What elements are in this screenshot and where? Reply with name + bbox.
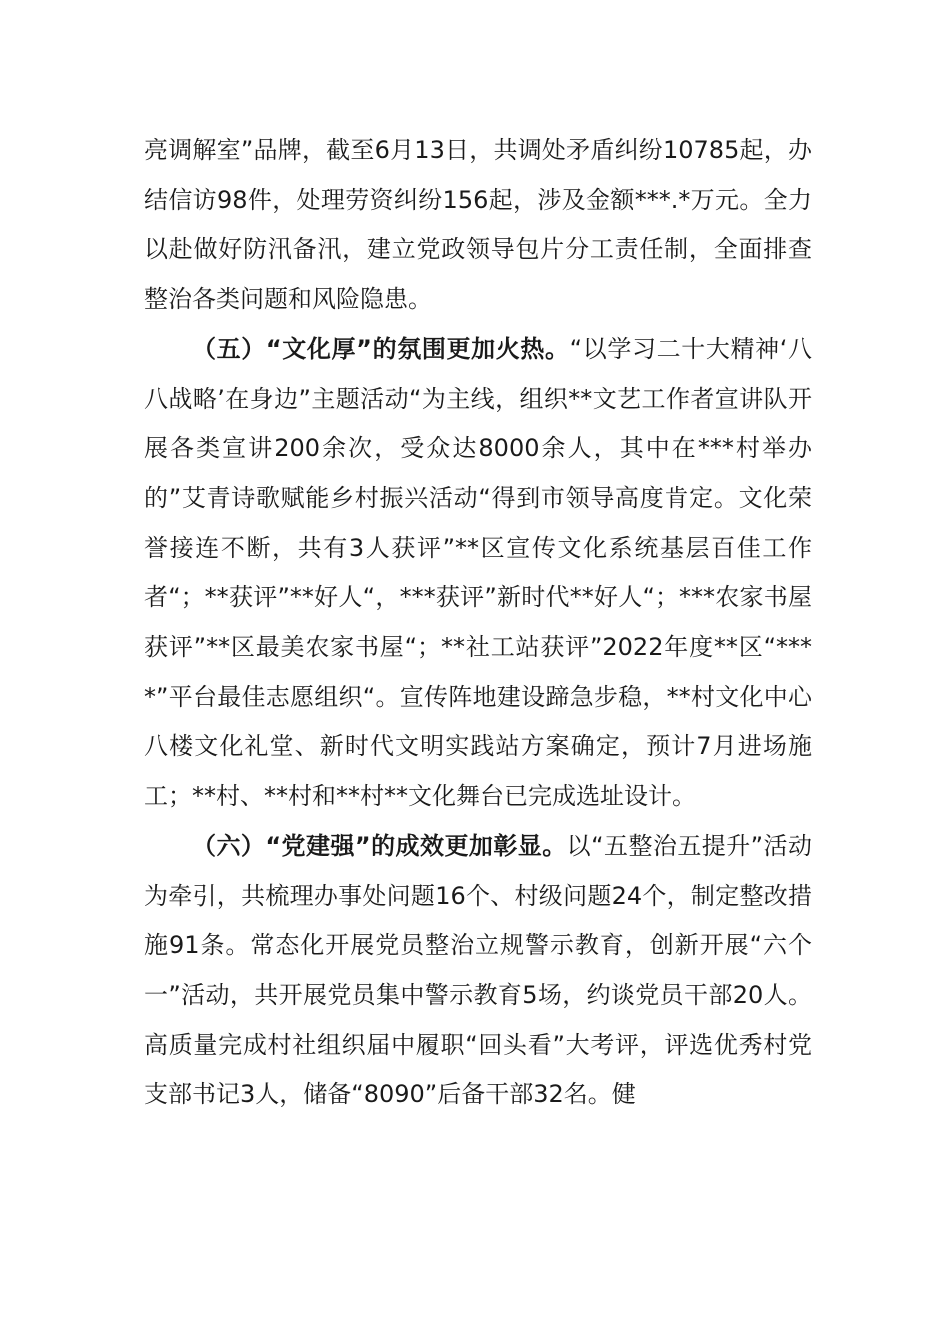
- paragraph-continuation: [144, 126, 812, 325]
- paragraph-party-building: [144, 822, 812, 1120]
- paragraph-culture: [144, 325, 812, 822]
- paragraph-heading: （五）“文化厚”的氛围更加火热。: [192, 334, 570, 363]
- document-body: [144, 126, 812, 1120]
- paragraph-body: “以学习二十大精神‘八八战略’在身边”主题活动“为主线，组织**文艺工作者宣讲队开展各类宣讲200余次，受众达8000余人，其中在***村举办的”艾青诗歌赋能乡村振兴活动“得到市领导高度肯定。文化荣誉接连不断，共有3人获评”**区宣传文化系统基层百佳工作者“；**获评”**好人“，***获评”新时代**好人“；***农家书屋获评”**区最美农家书屋“；**社工站获评”2022年度**区“****”平台最佳志愿组织“。宣传阵地建设蹄急步稳，**村文化中心八楼文化礼堂、新时代文明实践站方案确定，预计7月进场施工；**村、**村和**村**文化舞台已完成选址设计。: [144, 334, 813, 811]
- paragraph-body: 以“五整治五提升”活动为牵引，共梳理办事处问题16个、村级问题24个，制定整改措施91条。常态化开展党员整治立规警示教育，创新开展“六个一”活动，共开展党员集中警示教育5场，约谈党员干部20人。高质量完成村社组织届中履职“回头看”大考评，评选优秀村党支部书记3人，储备“8090”后备干部32名。健: [144, 831, 812, 1109]
- paragraph-body: 亮调解室”品牌，截至6月13日，共调处矛盾纠纷10785起，办结信访98件，处理劳资纠纷156起，涉及金额***.*万元。全力以赴做好防汛备汛，建立党政领导包片分工责任制，全面排查整治各类问题和风险隐患。: [144, 136, 812, 314]
- paragraph-heading: （六）“党建强”的成效更加彰显。: [192, 831, 567, 860]
